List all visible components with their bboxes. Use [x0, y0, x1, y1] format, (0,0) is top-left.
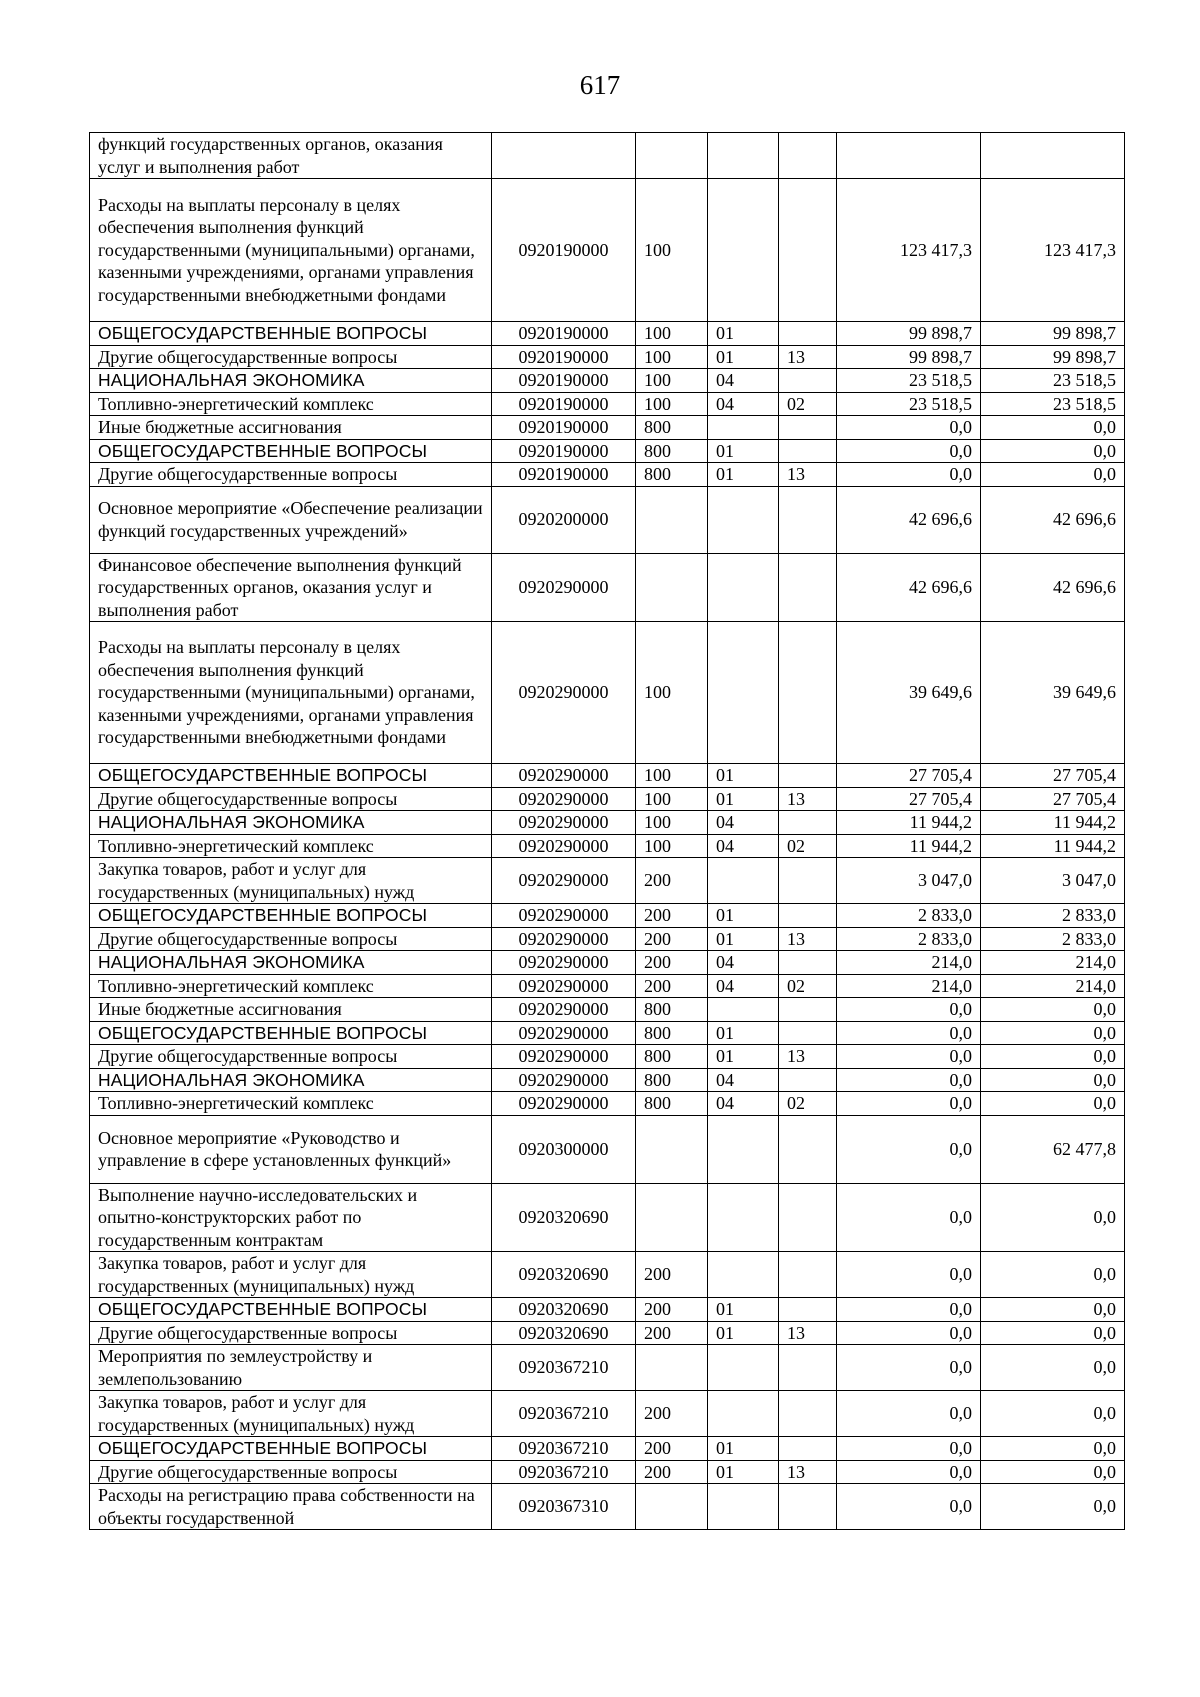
target-article-code: 0920200000	[492, 486, 636, 553]
sum-year-2: 27 705,4	[981, 764, 1125, 788]
expense-type-code: 100	[636, 622, 708, 764]
expense-type-code: 800	[636, 1045, 708, 1069]
table-row	[90, 764, 1125, 788]
section-code	[708, 1345, 779, 1391]
row-name: ОБЩЕГОСУДАРСТВЕННЫЕ ВОПРОСЫ	[90, 1298, 492, 1322]
subsection-code	[779, 1115, 837, 1183]
row-name: Топливно-энергетический комплекс	[90, 974, 492, 998]
sum-year-2: 0,0	[981, 463, 1125, 487]
target-article-code: 0920290000	[492, 1068, 636, 1092]
target-article-code: 0920290000	[492, 974, 636, 998]
expense-type-code: 800	[636, 439, 708, 463]
table-row	[90, 927, 1125, 951]
target-article-code: 0920290000	[492, 811, 636, 835]
row-name: Основное мероприятие «Обеспечение реализации функций государственных учреждений»	[90, 486, 492, 553]
sum-year-1: 0,0	[837, 1183, 981, 1252]
target-article-code: 0920320690	[492, 1252, 636, 1298]
sum-year-1: 27 705,4	[837, 764, 981, 788]
sum-year-1: 99 898,7	[837, 345, 981, 369]
table-row	[90, 904, 1125, 928]
sum-year-2: 99 898,7	[981, 345, 1125, 369]
sum-year-2: 2 833,0	[981, 904, 1125, 928]
expense-type-code: 800	[636, 1092, 708, 1116]
section-code	[708, 858, 779, 904]
section-code: 04	[708, 834, 779, 858]
subsection-code	[779, 1298, 837, 1322]
table-row	[90, 1484, 1125, 1530]
sum-year-2: 62 477,8	[981, 1115, 1125, 1183]
expense-type-code: 100	[636, 764, 708, 788]
section-code: 01	[708, 1460, 779, 1484]
row-name: Иные бюджетные ассигнования	[90, 416, 492, 440]
target-article-code: 0920290000	[492, 787, 636, 811]
expense-type-code: 200	[636, 858, 708, 904]
subsection-code	[779, 1021, 837, 1045]
row-name: НАЦИОНАЛЬНАЯ ЭКОНОМИКА	[90, 811, 492, 835]
target-article-code: 0920190000	[492, 416, 636, 440]
expense-type-code	[636, 486, 708, 553]
subsection-code: 13	[779, 787, 837, 811]
table-row	[90, 133, 1125, 179]
sum-year-2: 42 696,6	[981, 486, 1125, 553]
sum-year-1: 0,0	[837, 1437, 981, 1461]
section-code: 04	[708, 369, 779, 393]
row-name: Закупка товаров, работ и услуг для государственных (муниципальных) нужд	[90, 858, 492, 904]
table-row	[90, 1021, 1125, 1045]
section-code: 04	[708, 392, 779, 416]
table-row	[90, 1460, 1125, 1484]
sum-year-1: 0,0	[837, 1045, 981, 1069]
sum-year-1: 0,0	[837, 1391, 981, 1437]
row-name: ОБЩЕГОСУДАРСТВЕННЫЕ ВОПРОСЫ	[90, 1021, 492, 1045]
target-article-code: 0920290000	[492, 834, 636, 858]
sum-year-2: 0,0	[981, 1391, 1125, 1437]
subsection-code	[779, 369, 837, 393]
sum-year-2: 0,0	[981, 1252, 1125, 1298]
sum-year-1: 39 649,6	[837, 622, 981, 764]
subsection-code	[779, 1252, 837, 1298]
sum-year-1: 0,0	[837, 1092, 981, 1116]
row-name: Другие общегосударственные вопросы	[90, 1045, 492, 1069]
table-row	[90, 179, 1125, 322]
table-row	[90, 1068, 1125, 1092]
subsection-code	[779, 439, 837, 463]
table-row	[90, 974, 1125, 998]
sum-year-2: 0,0	[981, 1045, 1125, 1069]
target-article-code: 0920290000	[492, 1045, 636, 1069]
target-article-code: 0920300000	[492, 1115, 636, 1183]
target-article-code: 0920290000	[492, 927, 636, 951]
section-code: 01	[708, 927, 779, 951]
row-name: Другие общегосударственные вопросы	[90, 345, 492, 369]
table-row	[90, 951, 1125, 975]
sum-year-1: 99 898,7	[837, 322, 981, 346]
row-name: НАЦИОНАЛЬНАЯ ЭКОНОМИКА	[90, 1068, 492, 1092]
row-name: Топливно-энергетический комплекс	[90, 392, 492, 416]
table-row	[90, 998, 1125, 1022]
subsection-code: 02	[779, 1092, 837, 1116]
table-row	[90, 322, 1125, 346]
row-name: Финансовое обеспечение выполнения функций государственных органов, оказания услуг и выполнения работ	[90, 553, 492, 622]
subsection-code	[779, 486, 837, 553]
sum-year-1: 0,0	[837, 1345, 981, 1391]
expense-type-code: 100	[636, 834, 708, 858]
table-row	[90, 811, 1125, 835]
row-name: Мероприятия по землеустройству и землепользованию	[90, 1345, 492, 1391]
row-name: НАЦИОНАЛЬНАЯ ЭКОНОМИКА	[90, 951, 492, 975]
section-code	[708, 486, 779, 553]
row-name: ОБЩЕГОСУДАРСТВЕННЫЕ ВОПРОСЫ	[90, 439, 492, 463]
row-name: функций государственных органов, оказания услуг и выполнения работ	[90, 133, 492, 179]
subsection-code: 02	[779, 834, 837, 858]
row-name: Топливно-энергетический комплекс	[90, 834, 492, 858]
target-article-code: 0920290000	[492, 622, 636, 764]
sum-year-2: 0,0	[981, 1092, 1125, 1116]
expense-type-code	[636, 1484, 708, 1530]
subsection-code	[779, 858, 837, 904]
subsection-code	[779, 1345, 837, 1391]
section-code: 01	[708, 787, 779, 811]
section-code	[708, 553, 779, 622]
section-code	[708, 416, 779, 440]
table-row	[90, 1045, 1125, 1069]
sum-year-2: 214,0	[981, 951, 1125, 975]
section-code: 01	[708, 1045, 779, 1069]
subsection-code: 13	[779, 463, 837, 487]
table-row	[90, 1092, 1125, 1116]
sum-year-2: 3 047,0	[981, 858, 1125, 904]
row-name: ОБЩЕГОСУДАРСТВЕННЫЕ ВОПРОСЫ	[90, 904, 492, 928]
sum-year-1: 0,0	[837, 1252, 981, 1298]
sum-year-2: 11 944,2	[981, 811, 1125, 835]
sum-year-1: 2 833,0	[837, 904, 981, 928]
subsection-code	[779, 1437, 837, 1461]
section-code	[708, 1183, 779, 1252]
sum-year-1: 214,0	[837, 951, 981, 975]
target-article-code: 0920290000	[492, 951, 636, 975]
table-row	[90, 392, 1125, 416]
table-row	[90, 1345, 1125, 1391]
section-code: 04	[708, 1068, 779, 1092]
table-row	[90, 1391, 1125, 1437]
target-article-code: 0920367310	[492, 1484, 636, 1530]
target-article-code: 0920190000	[492, 369, 636, 393]
row-name: Расходы на выплаты персоналу в целях обеспечения выполнения функций государственными (муниципальными) органами, казенными учреждениями, органами управления государственными внебюджетными фондами	[90, 622, 492, 764]
target-article-code: 0920367210	[492, 1460, 636, 1484]
row-name: Закупка товаров, работ и услуг для государственных (муниципальных) нужд	[90, 1391, 492, 1437]
subsection-code	[779, 133, 837, 179]
row-name: Другие общегосударственные вопросы	[90, 1321, 492, 1345]
sum-year-1: 0,0	[837, 998, 981, 1022]
sum-year-1: 42 696,6	[837, 486, 981, 553]
target-article-code: 0920290000	[492, 764, 636, 788]
sum-year-2: 27 705,4	[981, 787, 1125, 811]
sum-year-1: 0,0	[837, 1484, 981, 1530]
target-article-code: 0920290000	[492, 858, 636, 904]
sum-year-2: 23 518,5	[981, 369, 1125, 393]
expense-type-code: 200	[636, 1460, 708, 1484]
table-row	[90, 369, 1125, 393]
row-name: ОБЩЕГОСУДАРСТВЕННЫЕ ВОПРОСЫ	[90, 764, 492, 788]
subsection-code: 13	[779, 1045, 837, 1069]
subsection-code	[779, 1391, 837, 1437]
subsection-code	[779, 179, 837, 322]
target-article-code: 0920320690	[492, 1183, 636, 1252]
subsection-code	[779, 1484, 837, 1530]
sum-year-2: 0,0	[981, 1460, 1125, 1484]
target-article-code: 0920190000	[492, 345, 636, 369]
table-row	[90, 416, 1125, 440]
expense-type-code: 200	[636, 1321, 708, 1345]
subsection-code: 13	[779, 1321, 837, 1345]
budget-table-body	[90, 133, 1125, 1530]
sum-year-2: 11 944,2	[981, 834, 1125, 858]
table-row	[90, 787, 1125, 811]
budget-table	[89, 132, 1125, 1530]
row-name: Расходы на выплаты персоналу в целях обеспечения выполнения функций государственными (муниципальными) органами, казенными учреждениями, органами управления государственными внебюджетными фондами	[90, 179, 492, 322]
sum-year-2: 214,0	[981, 974, 1125, 998]
target-article-code: 0920190000	[492, 439, 636, 463]
target-article-code: 0920320690	[492, 1321, 636, 1345]
sum-year-2: 0,0	[981, 1298, 1125, 1322]
sum-year-1: 0,0	[837, 1021, 981, 1045]
expense-type-code: 200	[636, 904, 708, 928]
target-article-code: 0920290000	[492, 904, 636, 928]
section-code: 01	[708, 1021, 779, 1045]
sum-year-1: 27 705,4	[837, 787, 981, 811]
row-name: Топливно-энергетический комплекс	[90, 1092, 492, 1116]
table-row	[90, 553, 1125, 622]
expense-type-code: 200	[636, 974, 708, 998]
table-row	[90, 439, 1125, 463]
target-article-code: 0920190000	[492, 392, 636, 416]
subsection-code	[779, 553, 837, 622]
target-article-code: 0920290000	[492, 998, 636, 1022]
target-article-code: 0920190000	[492, 179, 636, 322]
row-name: ОБЩЕГОСУДАРСТВЕННЫЕ ВОПРОСЫ	[90, 322, 492, 346]
subsection-code	[779, 904, 837, 928]
section-code: 01	[708, 463, 779, 487]
row-name: Расходы на регистрацию права собственности на объекты государственной	[90, 1484, 492, 1530]
sum-year-2: 42 696,6	[981, 553, 1125, 622]
section-code: 04	[708, 951, 779, 975]
subsection-code	[779, 951, 837, 975]
sum-year-2: 0,0	[981, 1021, 1125, 1045]
sum-year-1: 0,0	[837, 416, 981, 440]
expense-type-code	[636, 1183, 708, 1252]
sum-year-1: 42 696,6	[837, 553, 981, 622]
expense-type-code	[636, 1345, 708, 1391]
sum-year-1: 0,0	[837, 1068, 981, 1092]
table-row	[90, 486, 1125, 553]
expense-type-code: 200	[636, 1298, 708, 1322]
subsection-code	[779, 998, 837, 1022]
table-row	[90, 1252, 1125, 1298]
sum-year-1: 0,0	[837, 439, 981, 463]
page-number: 617	[579, 70, 621, 100]
section-code	[708, 998, 779, 1022]
sum-year-2: 0,0	[981, 439, 1125, 463]
sum-year-1: 2 833,0	[837, 927, 981, 951]
row-name: Основное мероприятие «Руководство и управление в сфере установленных функций»	[90, 1115, 492, 1183]
target-article-code: 0920320690	[492, 1298, 636, 1322]
sum-year-1: 11 944,2	[837, 811, 981, 835]
section-code	[708, 1391, 779, 1437]
expense-type-code	[636, 1115, 708, 1183]
expense-type-code: 100	[636, 179, 708, 322]
target-article-code: 0920367210	[492, 1437, 636, 1461]
section-code: 04	[708, 1092, 779, 1116]
table-row	[90, 1115, 1125, 1183]
sum-year-2: 0,0	[981, 1068, 1125, 1092]
table-row	[90, 858, 1125, 904]
expense-type-code: 200	[636, 1252, 708, 1298]
sum-year-2: 0,0	[981, 998, 1125, 1022]
table-row	[90, 834, 1125, 858]
sum-year-2: 0,0	[981, 1437, 1125, 1461]
row-name: Другие общегосударственные вопросы	[90, 927, 492, 951]
expense-type-code: 800	[636, 463, 708, 487]
row-name: Закупка товаров, работ и услуг для государственных (муниципальных) нужд	[90, 1252, 492, 1298]
target-article-code: 0920190000	[492, 322, 636, 346]
row-name: Другие общегосударственные вопросы	[90, 1460, 492, 1484]
section-code: 01	[708, 764, 779, 788]
table-row	[90, 463, 1125, 487]
table-row	[90, 1298, 1125, 1322]
expense-type-code: 800	[636, 1021, 708, 1045]
expense-type-code	[636, 553, 708, 622]
section-code	[708, 1484, 779, 1530]
sum-year-1: 23 518,5	[837, 369, 981, 393]
sum-year-2	[981, 133, 1125, 179]
target-article-code: 0920367210	[492, 1345, 636, 1391]
sum-year-1	[837, 133, 981, 179]
subsection-code: 13	[779, 1460, 837, 1484]
expense-type-code: 800	[636, 998, 708, 1022]
expense-type-code: 100	[636, 345, 708, 369]
subsection-code	[779, 622, 837, 764]
target-article-code: 0920290000	[492, 1092, 636, 1116]
expense-type-code: 100	[636, 369, 708, 393]
target-article-code: 0920190000	[492, 463, 636, 487]
expense-type-code: 200	[636, 1391, 708, 1437]
table-row	[90, 1183, 1125, 1252]
expense-type-code: 100	[636, 322, 708, 346]
subsection-code	[779, 764, 837, 788]
sum-year-1: 3 047,0	[837, 858, 981, 904]
section-code: 01	[708, 345, 779, 369]
section-code: 04	[708, 974, 779, 998]
section-code: 01	[708, 322, 779, 346]
sum-year-1: 0,0	[837, 1115, 981, 1183]
subsection-code	[779, 416, 837, 440]
table-row	[90, 345, 1125, 369]
target-article-code: 0920367210	[492, 1391, 636, 1437]
sum-year-2: 0,0	[981, 1484, 1125, 1530]
target-article-code	[492, 133, 636, 179]
target-article-code: 0920290000	[492, 1021, 636, 1045]
sum-year-2: 0,0	[981, 1321, 1125, 1345]
section-code	[708, 622, 779, 764]
expense-type-code	[636, 133, 708, 179]
subsection-code	[779, 811, 837, 835]
sum-year-1: 0,0	[837, 1321, 981, 1345]
subsection-code: 13	[779, 345, 837, 369]
expense-type-code: 800	[636, 416, 708, 440]
subsection-code: 02	[779, 392, 837, 416]
expense-type-code: 800	[636, 1068, 708, 1092]
subsection-code	[779, 322, 837, 346]
sum-year-1: 214,0	[837, 974, 981, 998]
subsection-code	[779, 1068, 837, 1092]
section-code: 01	[708, 1298, 779, 1322]
section-code	[708, 1115, 779, 1183]
sum-year-1: 0,0	[837, 1298, 981, 1322]
table-row	[90, 1321, 1125, 1345]
sum-year-2: 23 518,5	[981, 392, 1125, 416]
target-article-code: 0920290000	[492, 553, 636, 622]
subsection-code: 02	[779, 974, 837, 998]
section-code	[708, 133, 779, 179]
table-row	[90, 1437, 1125, 1461]
subsection-code: 13	[779, 927, 837, 951]
sum-year-2: 99 898,7	[981, 322, 1125, 346]
section-code: 04	[708, 811, 779, 835]
subsection-code	[779, 1183, 837, 1252]
sum-year-2: 0,0	[981, 1183, 1125, 1252]
sum-year-2: 123 417,3	[981, 179, 1125, 322]
sum-year-1: 23 518,5	[837, 392, 981, 416]
expense-type-code: 200	[636, 927, 708, 951]
sum-year-1: 11 944,2	[837, 834, 981, 858]
section-code: 01	[708, 1321, 779, 1345]
expense-type-code: 100	[636, 787, 708, 811]
sum-year-1: 0,0	[837, 1460, 981, 1484]
section-code	[708, 179, 779, 322]
sum-year-1: 123 417,3	[837, 179, 981, 322]
sum-year-2: 0,0	[981, 416, 1125, 440]
row-name: Иные бюджетные ассигнования	[90, 998, 492, 1022]
row-name: НАЦИОНАЛЬНАЯ ЭКОНОМИКА	[90, 369, 492, 393]
section-code: 01	[708, 1437, 779, 1461]
row-name: Другие общегосударственные вопросы	[90, 787, 492, 811]
row-name: Выполнение научно-исследовательских и опытно-конструкторских работ по государственным контрактам	[90, 1183, 492, 1252]
section-code: 01	[708, 904, 779, 928]
expense-type-code: 100	[636, 811, 708, 835]
sum-year-1: 0,0	[837, 463, 981, 487]
row-name: Другие общегосударственные вопросы	[90, 463, 492, 487]
sum-year-2: 0,0	[981, 1345, 1125, 1391]
sum-year-2: 39 649,6	[981, 622, 1125, 764]
sum-year-2: 2 833,0	[981, 927, 1125, 951]
section-code: 01	[708, 439, 779, 463]
expense-type-code: 100	[636, 392, 708, 416]
table-row	[90, 622, 1125, 764]
expense-type-code: 200	[636, 951, 708, 975]
expense-type-code: 200	[636, 1437, 708, 1461]
row-name: ОБЩЕГОСУДАРСТВЕННЫЕ ВОПРОСЫ	[90, 1437, 492, 1461]
section-code	[708, 1252, 779, 1298]
